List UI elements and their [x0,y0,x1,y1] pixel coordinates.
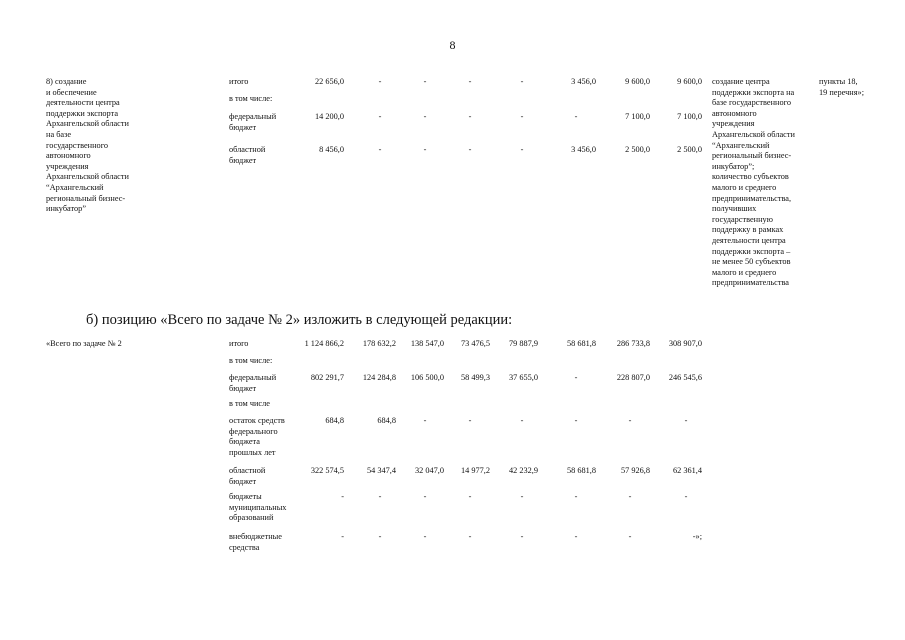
table-cell: - [684,492,688,501]
result-line: не менее 50 субъектов [712,257,791,267]
row-label: средства [229,542,260,552]
table-cell: - [684,416,688,425]
table-cell: - [520,492,524,501]
result-line: предпринимательства, [712,193,792,203]
row-label: бюджета [229,437,260,447]
result-line: учреждения [712,119,755,129]
table-cell: 2 500,0 [625,145,650,154]
result-line: количество субъектов [712,172,789,182]
table-cell: - [423,532,427,541]
result-line: инкубатор”; [712,161,755,171]
row-name-line: государственного [46,140,109,150]
table-cell: 684,8 [325,416,344,425]
row-label: бюджет [229,155,257,165]
result-line: Архангельской области [712,130,795,139]
row-label: областной [229,145,266,154]
row-label: муниципальных [229,502,287,512]
row-label: в том числе: [229,94,273,103]
table-cell: - [468,492,472,501]
table-cell: - [423,77,427,86]
table-cell: 58 499,3 [460,373,490,382]
table-cell: - [574,373,578,382]
table-cell: - [341,492,344,501]
table-cell: 57 926,8 [620,466,650,475]
table-cell: 1 124 866,2 [304,339,344,348]
table-cell: 14 977,2 [460,466,490,475]
table-cell: 7 100,0 [677,112,702,121]
table-cell: 79 887,9 [508,339,538,348]
row-name-line: Архангельской области [46,119,129,129]
row-name-line: поддержки экспорта [46,108,119,118]
row-label: бюджет [229,476,257,486]
result-line: поддержки экспорта – [712,246,791,256]
row-name-line: Архангельской области [46,172,129,182]
row-label: бюджеты [229,492,262,501]
table-cell: 2 500,0 [677,145,702,154]
table-cell: - [378,145,382,154]
table-cell: 246 545,6 [668,373,702,382]
row-name-line: учреждения [46,161,89,171]
table-cell: 54 347,4 [366,466,396,475]
table-cell: 32 047,0 [414,466,444,475]
table-cell: 62 361,4 [672,466,702,475]
table-cell: 58 681,8 [566,466,596,475]
table-cell: - [520,112,524,121]
result-line: создание центра [712,77,770,86]
page-number: 8 [449,38,456,52]
table-cell: - [574,492,578,501]
table-cell: - [574,112,578,121]
result-line: поддержку в рамках [712,225,784,235]
table-cell: - [628,492,632,501]
table-cell: 3 456,0 [571,77,596,86]
table-cell: - [378,492,382,501]
row-label: прошлых лет [229,447,276,457]
table-cell: -»; [692,532,702,541]
table-cell: 14 200,0 [314,112,344,121]
reference-line: 19 перечня»; [819,87,865,97]
table-cell: - [628,532,632,541]
table-cell: 37 655,0 [508,373,538,382]
row-label: в том числе [229,399,270,408]
table-cell: 124 284,8 [362,373,396,382]
table-cell: 308 907,0 [668,339,702,348]
table-cell: 9 600,0 [677,77,702,86]
table-cell: 9 600,0 [625,77,650,86]
row-label: федеральный [229,373,277,382]
row-name-line: деятельности центра [46,98,120,108]
table-cell: 22 656,0 [314,77,344,86]
table-cell: 3 456,0 [571,145,596,154]
table-cell: - [468,416,472,425]
row-label: итого [229,77,249,86]
result-line: предпринимательства [712,278,789,288]
row-name-line: на базе [46,130,72,139]
table-cell: - [628,416,632,425]
row-name-line: и обеспечение [46,87,97,97]
table-cell: - [468,532,472,541]
table-cell: - [520,77,524,86]
row-name-line: региональный бизнес- [46,193,126,203]
row-label: федерального [229,426,278,436]
table-cell: 8 456,0 [319,145,344,154]
row-name-line: автономного [46,151,91,161]
table-cell: 73 476,5 [460,339,490,348]
table-cell: 802 291,7 [310,373,344,382]
result-line: поддержки экспорта на [712,87,795,97]
table-cell: - [574,532,578,541]
row-label: бюджет [229,383,257,393]
result-line: “Архангельский [712,140,770,150]
total-name: «Всего по задаче № 2 [46,339,122,348]
table-cell: 138 547,0 [410,339,444,348]
table-cell: - [520,145,524,154]
table-cell: 228 807,0 [616,373,650,382]
table-cell: - [468,145,472,154]
reference-line: пункты 18, [819,77,858,86]
table-cell: 42 232,9 [508,466,538,475]
table-cell: 106 500,0 [410,373,444,382]
row-name-line: 8) создание [46,77,87,86]
table-cell: 58 681,8 [566,339,596,348]
table-cell: - [341,532,344,541]
table-cell: 684,8 [377,416,396,425]
result-line: деятельности центра [712,236,786,245]
row-label: федеральный [229,112,277,121]
result-line: базе государственного [712,98,791,108]
result-line: малого и среднего [712,267,777,277]
table-cell: 286 733,8 [616,339,650,348]
section-heading: б) позицию «Всего по задаче № 2» изложить в следующей редакции: [86,312,513,328]
table-cell: - [423,416,427,425]
row-label: образований [229,513,274,523]
row-label: внебюджетные [229,532,282,541]
table-cell: - [423,112,427,121]
row-label: в том числе: [229,356,273,365]
table-cell: - [520,416,524,425]
table-cell: - [468,77,472,86]
table-cell: - [423,492,427,501]
row-label: областной [229,466,266,475]
table-cell: - [468,112,472,121]
table-cell: - [378,77,382,86]
result-line: государственную [712,214,773,224]
row-name-line: “Архангельский [46,183,104,192]
table-cell: - [574,416,578,425]
table-cell: 178 632,2 [362,339,396,348]
table-cell: - [378,112,382,121]
row-name-line: инкубатор” [46,204,87,214]
result-line: региональный бизнес- [712,151,792,161]
result-line: малого и среднего [712,183,777,192]
table-cell: - [520,532,524,541]
table-cell: - [378,532,382,541]
result-line: получивших [712,204,757,214]
table-cell: - [423,145,427,154]
row-label: остаток средств [229,416,285,425]
result-line: автономного [712,108,757,118]
row-label: бюджет [229,122,257,132]
row-label: итого [229,339,249,348]
table-cell: 7 100,0 [625,112,650,121]
table-cell: 322 574,5 [310,466,344,475]
